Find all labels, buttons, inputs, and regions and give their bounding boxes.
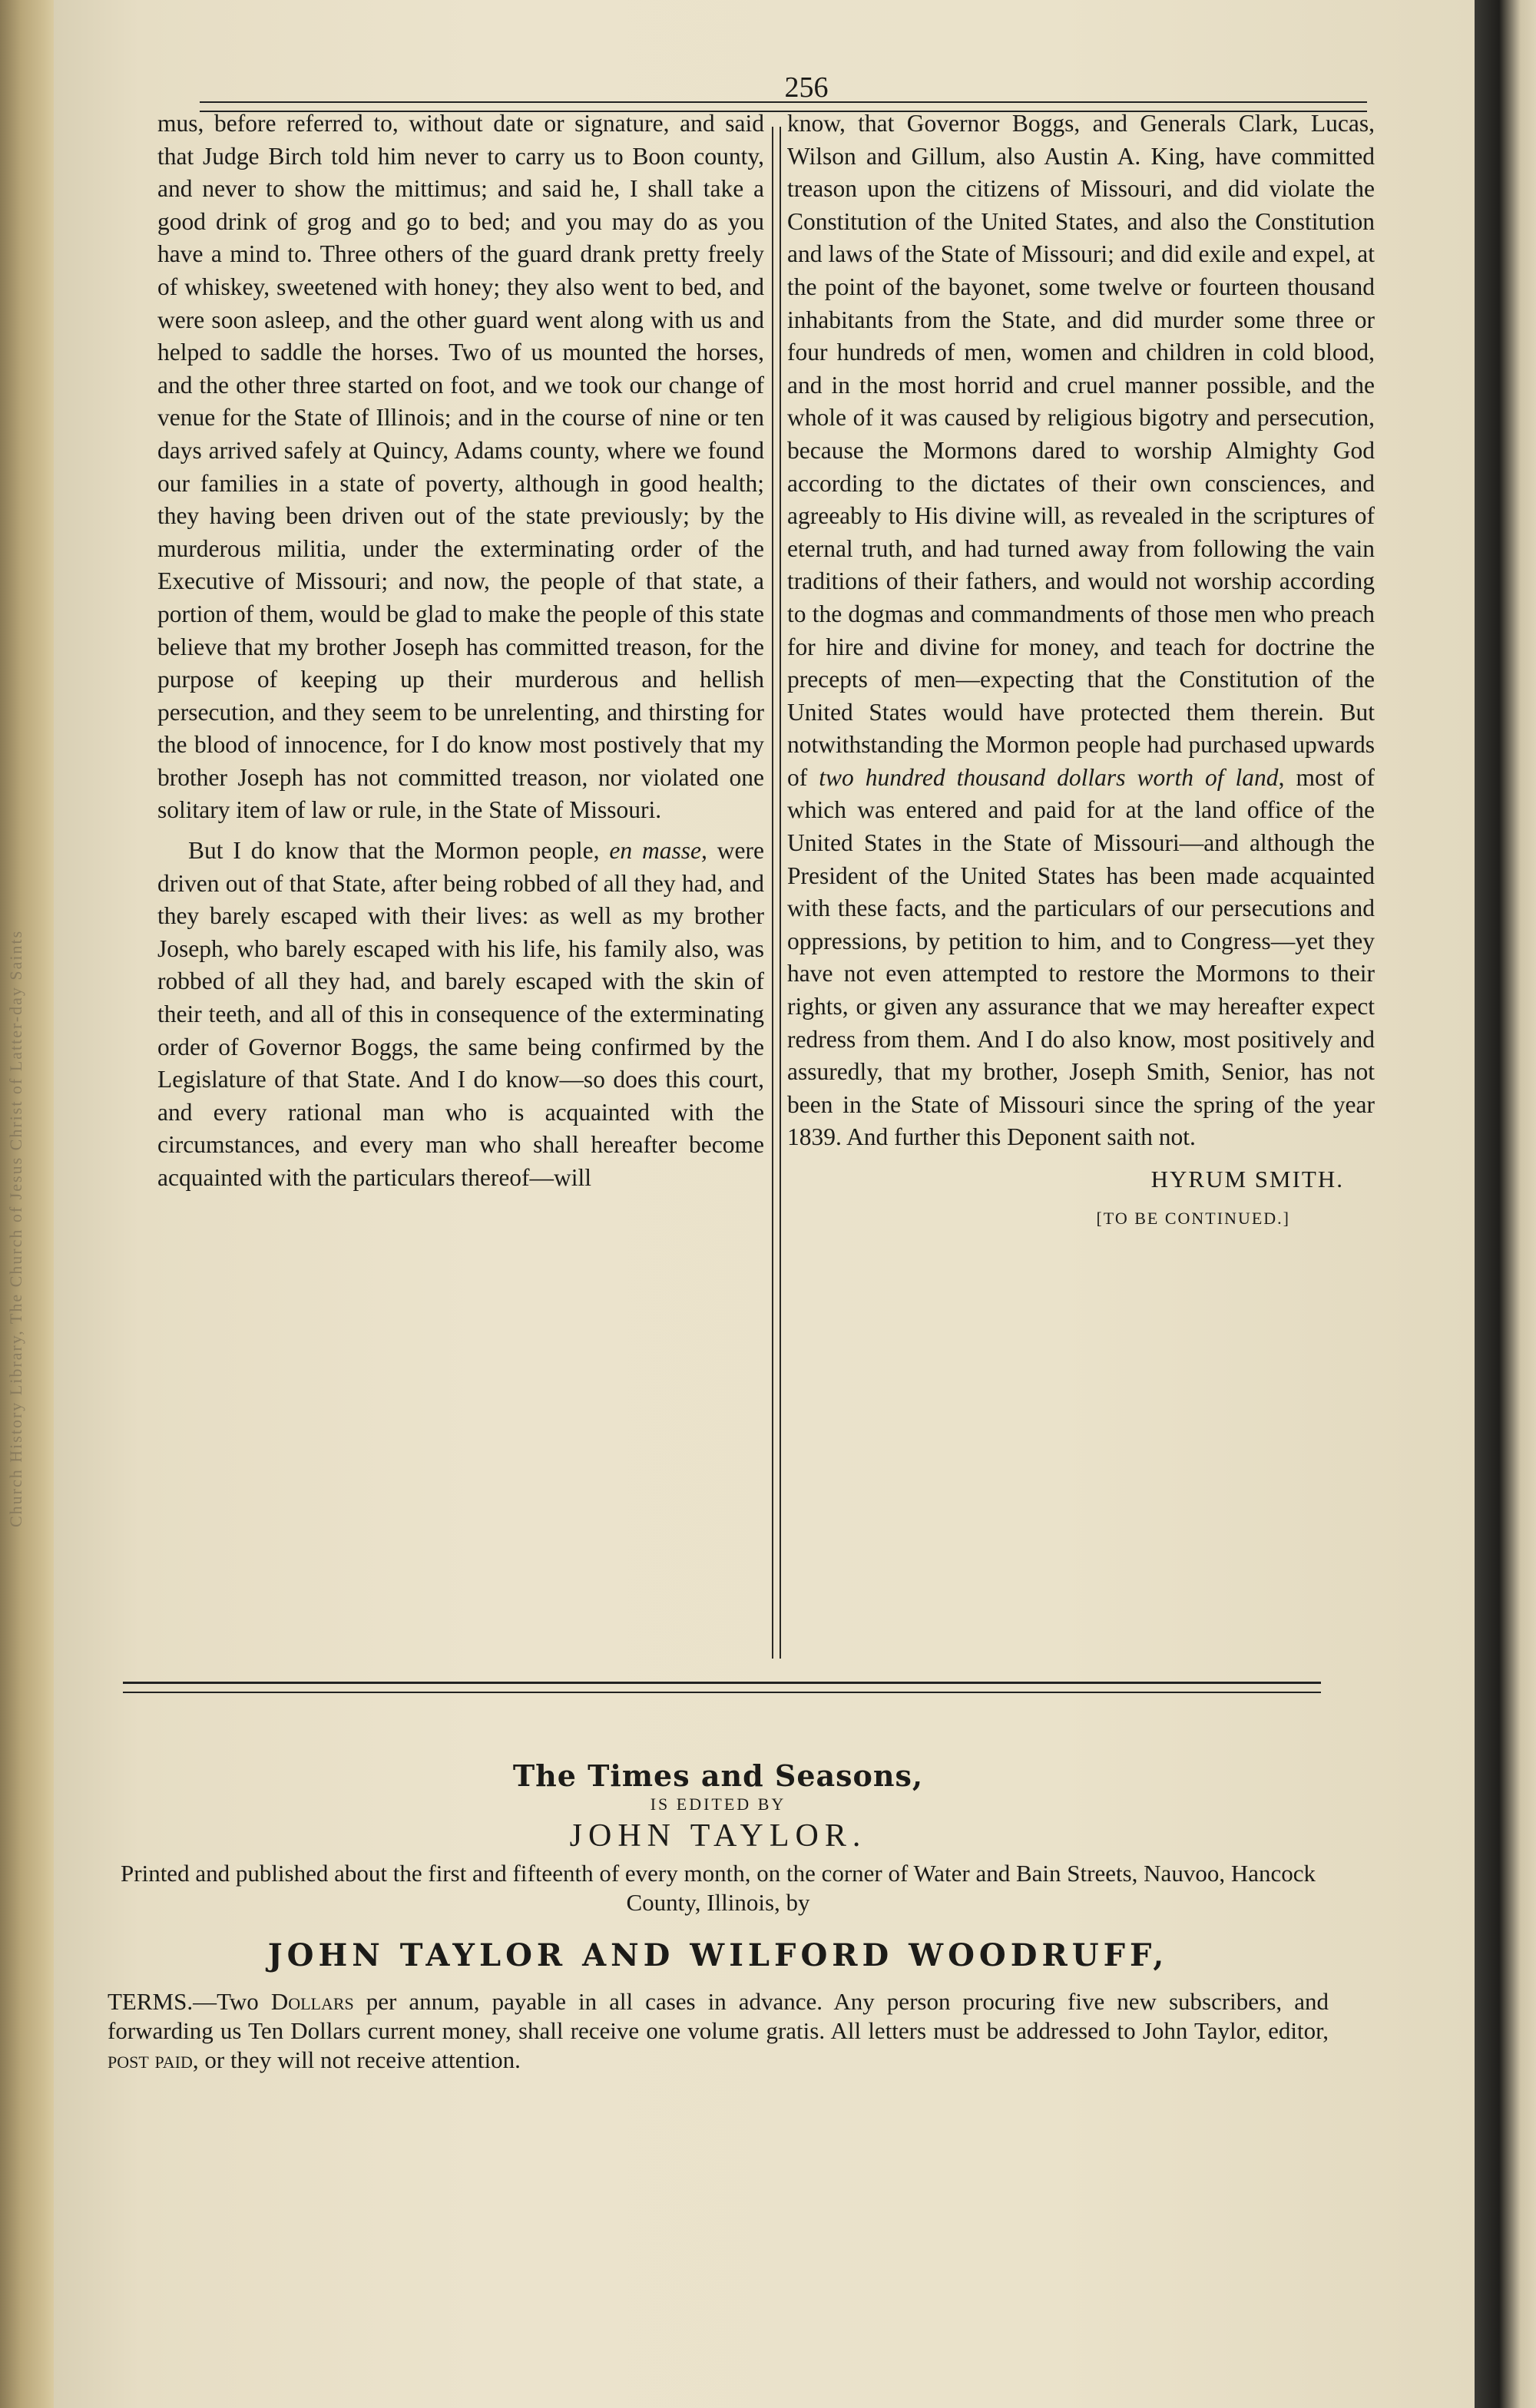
deponent-signature: HYRUM SMITH.	[1150, 1166, 1344, 1192]
page-number: 256	[784, 71, 829, 104]
left-paragraph-2-start: But I do know that the Mormon people,	[188, 837, 610, 865]
right-column	[787, 108, 1375, 1235]
terms-post-paid: post paid	[108, 2046, 193, 2073]
facing-page-edge	[1475, 0, 1536, 2408]
publishers-line: JOHN TAYLOR AND WILFORD WOODRUFF,	[267, 1937, 1169, 1973]
book-spine-edge	[0, 0, 54, 2408]
terms-label: TERMS.	[108, 1988, 194, 2015]
editor-name: JOHN TAYLOR.	[569, 1818, 867, 1854]
left-paragraph-2-italic: en masse,	[609, 837, 707, 865]
left-paragraph-2-rest: were driven out of that State, after being robbed of all they had, and they barely escaped with their lives: as well as my brother Joseph, who barely escaped with his life, his family also, was robbed of all they had, and barely escaped with the skin of their teeth, and all of this in consequence of the exterminating order of Governor Boggs, the same being confirmed by the Legislature of that State. And I do know—so does this court, and every rational man who is acquainted with the circumstances, and every man who shall hereafter become acquainted with the particulars thereof—will	[157, 837, 765, 1191]
footer-double-rule	[123, 1682, 1321, 1693]
right-text-rest: , most of which was entered and paid for at the land office of the United States in the State of Missouri—and although the President of the United States has been made acquainted with these facts, and the particulars of our persecutions and oppressions, by petition to him, and to Congress—yet they have not even attempted to restore the Mormons to their rights, or given any assurance that we may hereafter expect redress from them. And I do also know, most positively and assuredly, that my brother, Joseph Smith, Senior, has not been in the State of Missouri since the spring of the year 1839. And further this Deponent saith not.	[787, 763, 1375, 1151]
subscription-terms	[108, 1987, 1329, 2075]
terms-mid: per annum, payable in all cases in advance. Any person procuring five new subscribers, and forwarding us Ten Dollars current money, shall receive one volume gratis. All letters must be addressed to John Taylor, editor,	[108, 1988, 1329, 2044]
printed-published-line: Printed and published about the first and fifteenth of every month, on the corner of Water and Bain Streets, Nauvoo, Hancock County, Illinois, by	[121, 1860, 1316, 1916]
to-be-continued-note: [TO BE CONTINUED.]	[1096, 1208, 1290, 1228]
terms-dash: —Two	[193, 1988, 271, 2015]
spine-watermark: Church History Library, The Church of Jesus Christ of Latter-day Saints	[6, 929, 25, 1528]
left-column	[157, 108, 764, 1195]
left-paragraph-2	[157, 835, 764, 1195]
right-text-italic: two hundred thousand dollars worth of land	[819, 763, 1279, 791]
masthead-title: The Times and Seasons,	[512, 1758, 924, 1793]
left-paragraph-1: mus, before referred to, without date or signature, and said that Judge Birch told him never to carry us to Boon county, and never to show the mittimus; and said he, I shall take a good drink of grog and go to bed; and you may do as you have a mind to. Three others of the guard drank pretty freely of whiskey, sweetened with honey; they also went to bed, and were soon asleep, and the other guard went along with us and helped to saddle the horses. Two of us mounted the horses, and the other three started on foot, and we took our change of venue for the State of Illinois; and in the course of nine or ten days arrived safely at Quincy, Adams county, where we found our families in a state of poverty, although in good health; they having been driven out of the state previously; by the murderous militia, under the exterminating order of the Executive of Missouri; and now, the people of that state, a portion of them, would be glad to make the people of this state believe that my brother Joseph has committed treason, for the purpose of keeping up their murderous and hellish persecution, and they seem to be unrelenting, and thirsting for the blood of innocence, for I do know most postively that my brother Joseph has not committed treason, nor violated one solitary item of law or rule, in the State of Missouri.	[157, 110, 764, 824]
right-text-start: know, that Governor Boggs, and Generals Clark, Lucas, Wilson and Gillum, also Austin A. King, have committed treason upon the citizens of Missouri, and did violate the Constitution of the United States, and also the Constitution and laws of the State of Missouri; and did exile and expel, at the point of the bayonet, some twelve or fourteen thousand inhabitants from the State, and did murder some three or four hundreds of men, women and children in cold blood, and in the most horrid and cruel manner possible, and the whole of it was caused by religious bigotry and persecution, because the Mormons dared to worship Almighty God according to the dictates of their own consciences, and agreeably to His divine will, as revealed in the scriptures of eternal truth, and had turned away from following the vain traditions of their fathers, and would not worship according to the dogmas and commandments of those men who preach for hire and divine for money, and teach for doctrine the precepts of men—expecting that the Constitution of the United States would have protected them therein. But notwithstanding the Mormon people had purchased upwards of	[787, 110, 1375, 791]
terms-dollars: Dollars	[270, 1988, 354, 2015]
terms-end: , or they will not receive attention.	[192, 2046, 521, 2073]
publication-footer	[108, 1758, 1329, 2075]
right-paragraph	[787, 108, 1375, 1154]
edited-by-line: IS EDITED BY	[650, 1794, 786, 1814]
column-divider	[772, 127, 781, 1659]
